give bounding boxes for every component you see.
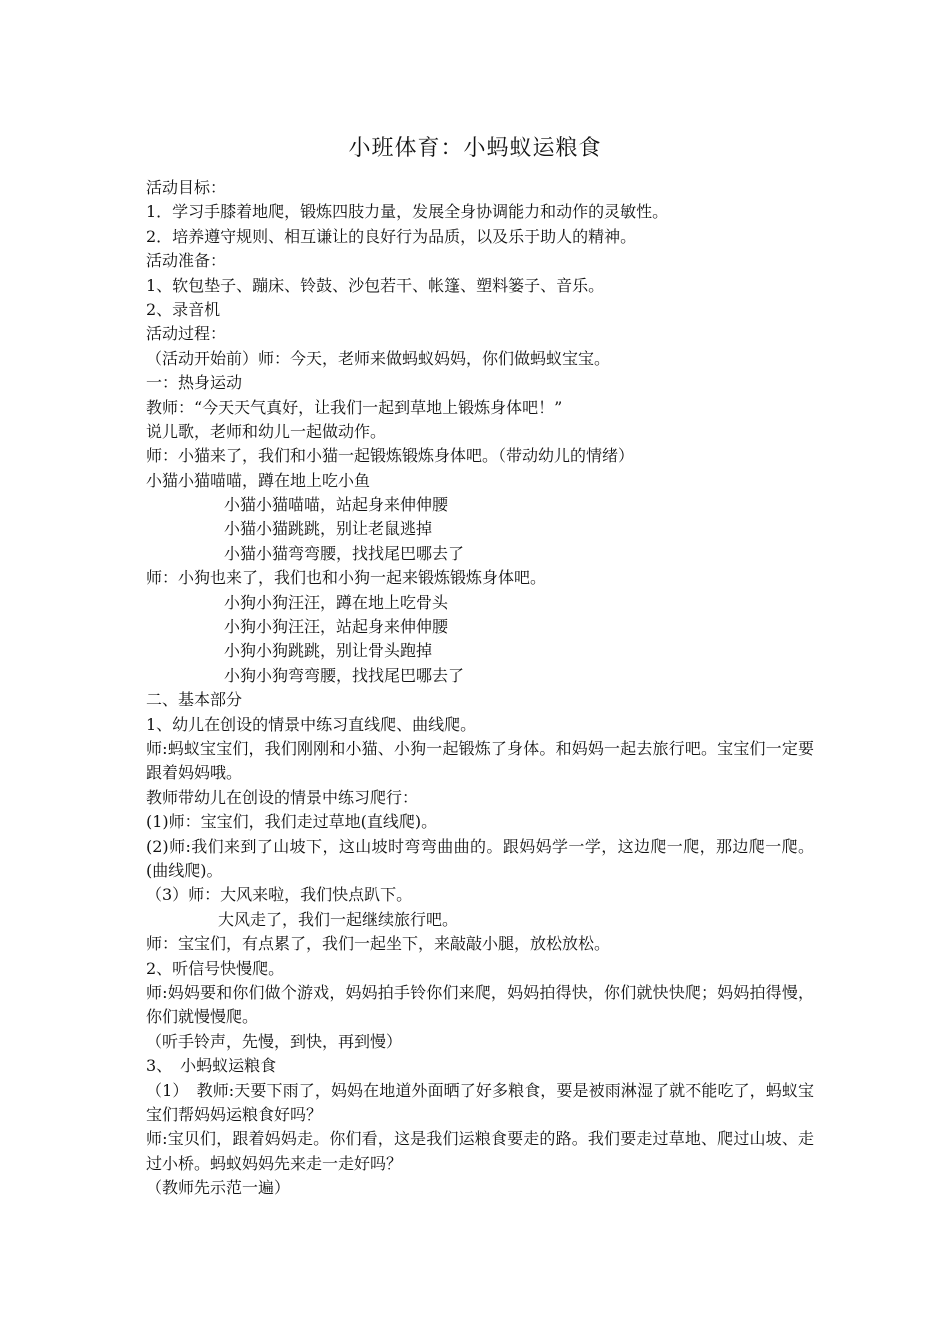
preparation-item-2: 2、录音机	[146, 299, 221, 319]
section-heading-process: 活动过程：	[146, 324, 227, 344]
text-line: （听手铃声，先慢，到快，再到慢）	[146, 1031, 403, 1051]
teacher-line: 师：小狗也来了，我们也和小狗一起来锻炼锻炼身体吧。	[146, 568, 547, 588]
process-intro: （活动开始前）师：今天，老师来做蚂蚁妈妈，你们做蚂蚁宝宝。	[146, 348, 611, 368]
rhyme-line: 小狗小狗弯弯腰，找找尾巴哪去了	[224, 665, 465, 685]
step-heading-3: 3、 小蚂蚁运粮食	[146, 1056, 277, 1076]
section-heading-preparation: 活动准备：	[146, 251, 227, 271]
rhyme-line: 小猫小猫跳跳，别让老鼠逃掉	[224, 519, 433, 539]
paragraph: 师:宝贝们，跟着妈妈走。你们看，这是我们运粮食要走的路。我们要走过草地、爬过山坡、走过小桥。蚂蚁妈妈先来走一走好吗？	[146, 1129, 814, 1173]
goal-item-1: 1．学习手膝着地爬，锻炼四肢力量，发展全身协调能力和动作的灵敏性。	[146, 202, 669, 222]
step-line: 大风走了，我们一起继续旅行吧。	[218, 909, 459, 929]
goal-item-2: 2．培养遵守规则、相互谦让的良好行为品质，以及乐于助人的精神。	[146, 226, 637, 246]
step-heading-2: 2、听信号快慢爬。	[146, 958, 285, 978]
step-line: （3）师：大风来啦，我们快点趴下。	[146, 885, 413, 905]
text-line: （教师先示范一遍）	[146, 1178, 291, 1198]
rhyme-line: 小狗小狗汪汪，蹲在地上吃骨头	[224, 592, 449, 612]
teacher-line: 教师：“今天天气真好，让我们一起到草地上锻炼身体吧！”	[146, 397, 563, 417]
text-line: 说儿歌，老师和幼儿一起做动作。	[146, 421, 387, 441]
teacher-line: 师：小猫来了，我们和小猫一起锻炼锻炼身体吧。（带动幼儿的情绪）	[146, 446, 635, 466]
document-title: 小班体育：小蚂蚁运粮食	[348, 136, 602, 161]
subheading-warmup: 一：热身运动	[146, 373, 243, 393]
rhyme-line: 小猫小猫喵喵，站起身来伸伸腰	[224, 495, 449, 515]
step-heading-1: 1、幼儿在创设的情景中练习直线爬、曲线爬。	[146, 714, 477, 734]
step-line: (1)师：宝宝们，我们走过草地(直线爬)。	[146, 812, 438, 832]
teacher-line: 师：宝宝们，有点累了，我们一起坐下，来敲敲小腿，放松放松。	[146, 934, 611, 954]
rhyme-line: 小狗小狗跳跳，别让骨头跑掉	[224, 641, 433, 661]
paragraph: 师:蚂蚁宝宝们，我们刚刚和小猫、小狗一起锻炼了身体。和妈妈一起去旅行吧。宝宝们一定要跟着妈妈哦。	[146, 738, 814, 783]
rhyme-line: 小猫小猫弯弯腰，找找尾巴哪去了	[224, 543, 465, 563]
rhyme-line: 小狗小狗汪汪，站起身来伸伸腰	[224, 617, 449, 637]
paragraph: 师:妈妈要和你们做个游戏，妈妈拍手铃你们来爬，妈妈拍得快，你们就快快爬；妈妈拍得慢，你们就慢慢爬。	[146, 982, 814, 1027]
preparation-item-1: 1、软包垫子、蹦床、铃鼓、沙包若干、帐篷、塑料篓子、音乐。	[146, 275, 605, 295]
document-body	[146, 176, 814, 1201]
text-line: 教师带幼儿在创设的情景中练习爬行：	[146, 787, 419, 807]
section-heading-goals: 活动目标：	[146, 178, 227, 197]
paragraph: （1） 教师:天要下雨了，妈妈在地道外面晒了好多粮食，要是被雨淋湿了就不能吃了，蚂蚁宝宝们帮妈妈运粮食好吗？	[146, 1080, 814, 1124]
subheading-basic: 二、基本部分	[146, 690, 243, 710]
paragraph: (2)师:我们来到了山坡下，这山坡时弯弯曲曲的。跟妈妈学一学，这边爬一爬，那边爬一爬。(曲线爬)。	[146, 836, 814, 880]
rhyme-line: 小猫小猫喵喵，蹲在地上吃小鱼	[146, 470, 371, 490]
